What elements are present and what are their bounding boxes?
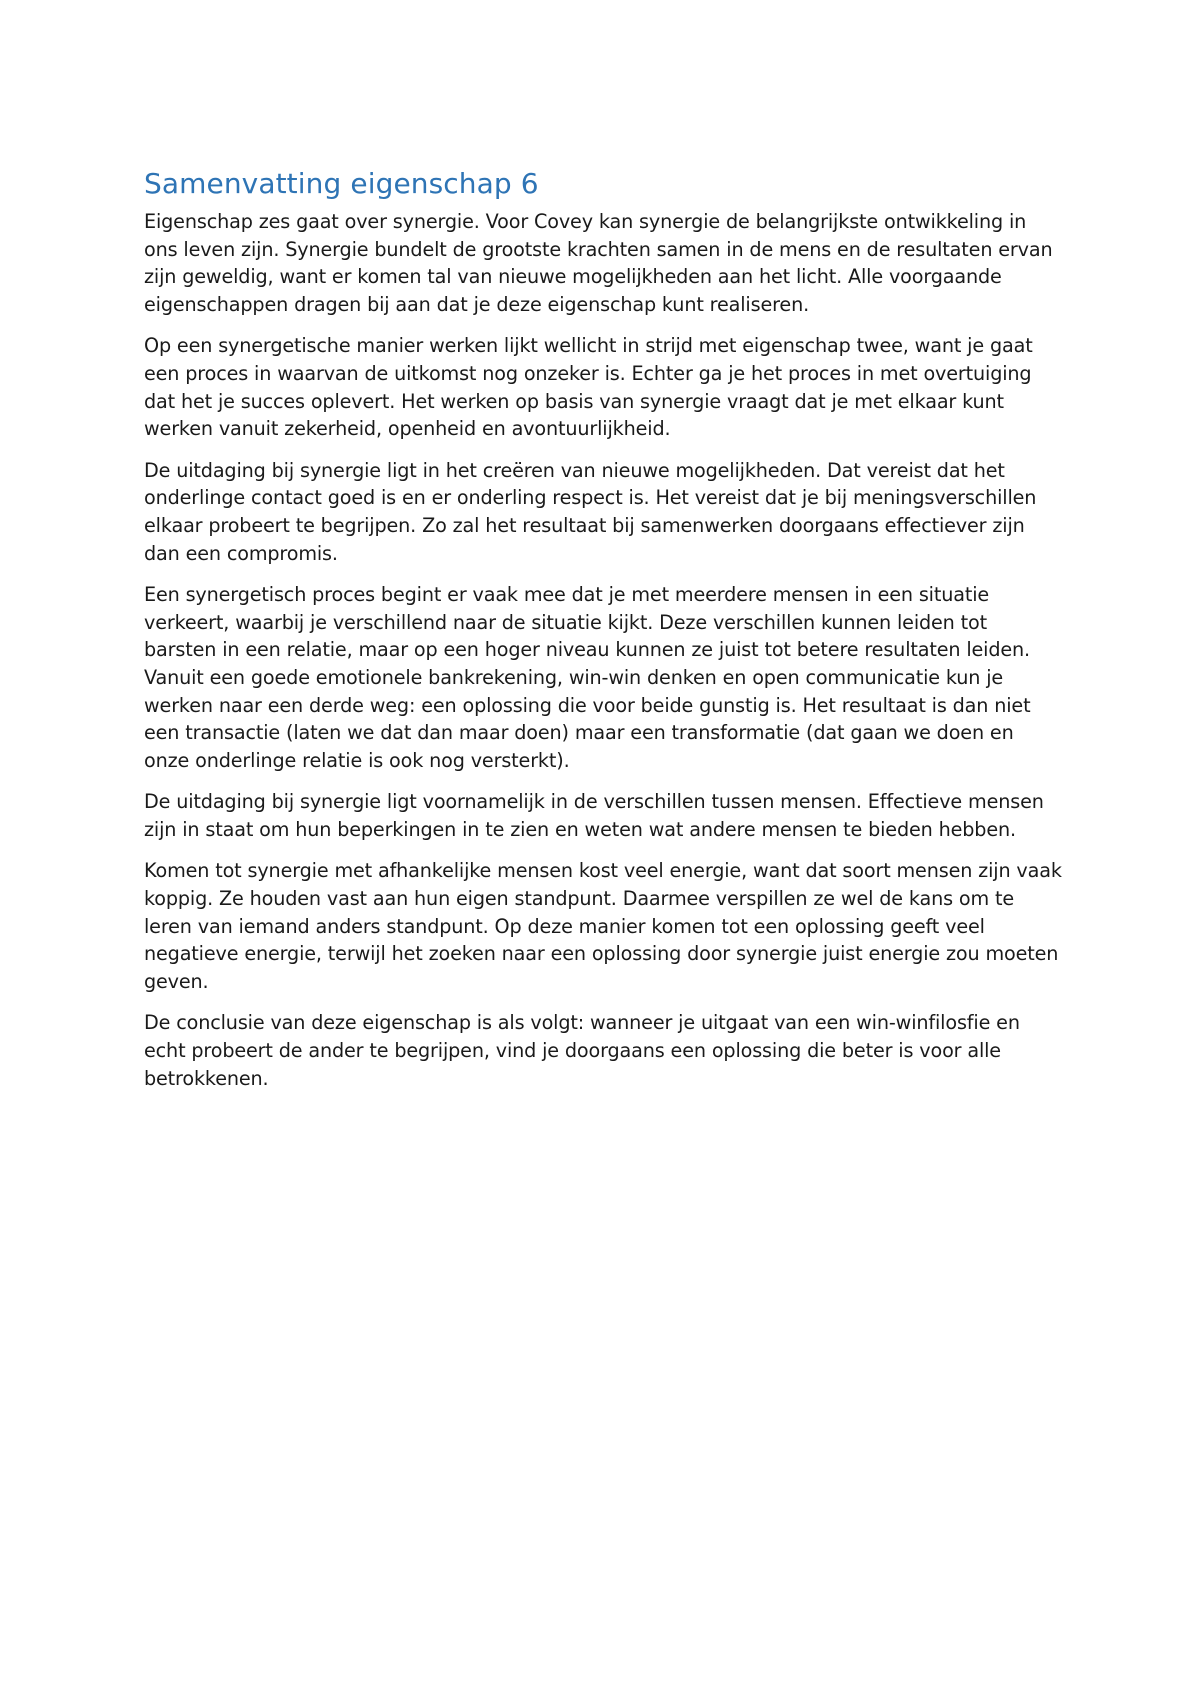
paragraph-2: Op een synergetische manier werken lijkt wellicht in strijd met eigenschap twee, want je gaat een proces in waarvan de uitkomst nog onzeker is. Echter ga je het proces in met overtuiging dat het je succes oplevert. Het werken op basis van synergie vraagt dat je met elkaar kunt werken vanuit zekerheid, openheid en avontuurlijkheid. <box>144 334 1033 441</box>
paragraph-1: Eigenschap zes gaat over synergie. Voor Covey kan synergie de belangrijkste ontwikkeling in ons leven zijn. Synergie bundelt de grootste krachten samen in de mens en de resultaten ervan zijn geweldig, want er komen tal van nieuwe mogelijkheden aan het licht. Alle voorgaande eigenschappen dragen bij aan dat je deze eigenschap kunt realiseren. <box>144 210 1053 316</box>
paragraph-6: Komen tot synergie met afhankelijke mensen kost veel energie, want dat soort mensen zijn vaak koppig. Ze houden vast aan hun eigen standpunt. Daarmee verspillen ze wel de kans om te leren van iemand anders standpunt. Op deze manier komen tot een oplossing geeft veel negatieve energie, terwijl het zoeken naar een oplossing door synergie juist energie zou moeten geven. <box>144 859 1062 993</box>
document-title: Samenvatting eigenschap 6 <box>144 167 539 200</box>
paragraph-4: Een synergetisch proces begint er vaak mee dat je met meerdere mensen in een situatie verkeert, waarbij je verschillend naar de situatie kijkt. Deze verschillen kunnen leiden tot barsten in een relatie, maar op een hoger niveau kunnen ze juist tot betere resultaten leiden. Vanuit een goede emotionele bankrekening, win-win denken en open communicatie kun je werken naar een derde weg: een oplossing die voor beide gunstig is. Het resultaat is dan niet een transactie (laten we dat dan maar doen) maar een transformatie (dat gaan we doen en onze onderlinge relatie is ook nog versterkt). <box>144 583 1031 772</box>
paragraph-5: De uitdaging bij synergie ligt voornamelijk in de verschillen tussen mensen. Effectieve mensen zijn in staat om hun beperkingen in te zien en weten wat andere mensen te bieden hebben. <box>144 790 1044 841</box>
document-body <box>144 164 1064 1106</box>
paragraph-7: De conclusie van deze eigenschap is als volgt: wanneer je uitgaat van een win-winfilosfie en echt probeert de ander te begrijpen, vind je doorgaans een oplossing die beter is voor alle betrokkenen. <box>144 1011 1020 1090</box>
paragraph-3: De uitdaging bij synergie ligt in het creëren van nieuwe mogelijkheden. Dat vereist dat het onderlinge contact goed is en er onderling respect is. Het vereist dat je bij meningsverschillen elkaar probeert te begrijpen. Zo zal het resultaat bij samenwerken doorgaans effectiever zijn dan een compromis. <box>144 458 1037 565</box>
